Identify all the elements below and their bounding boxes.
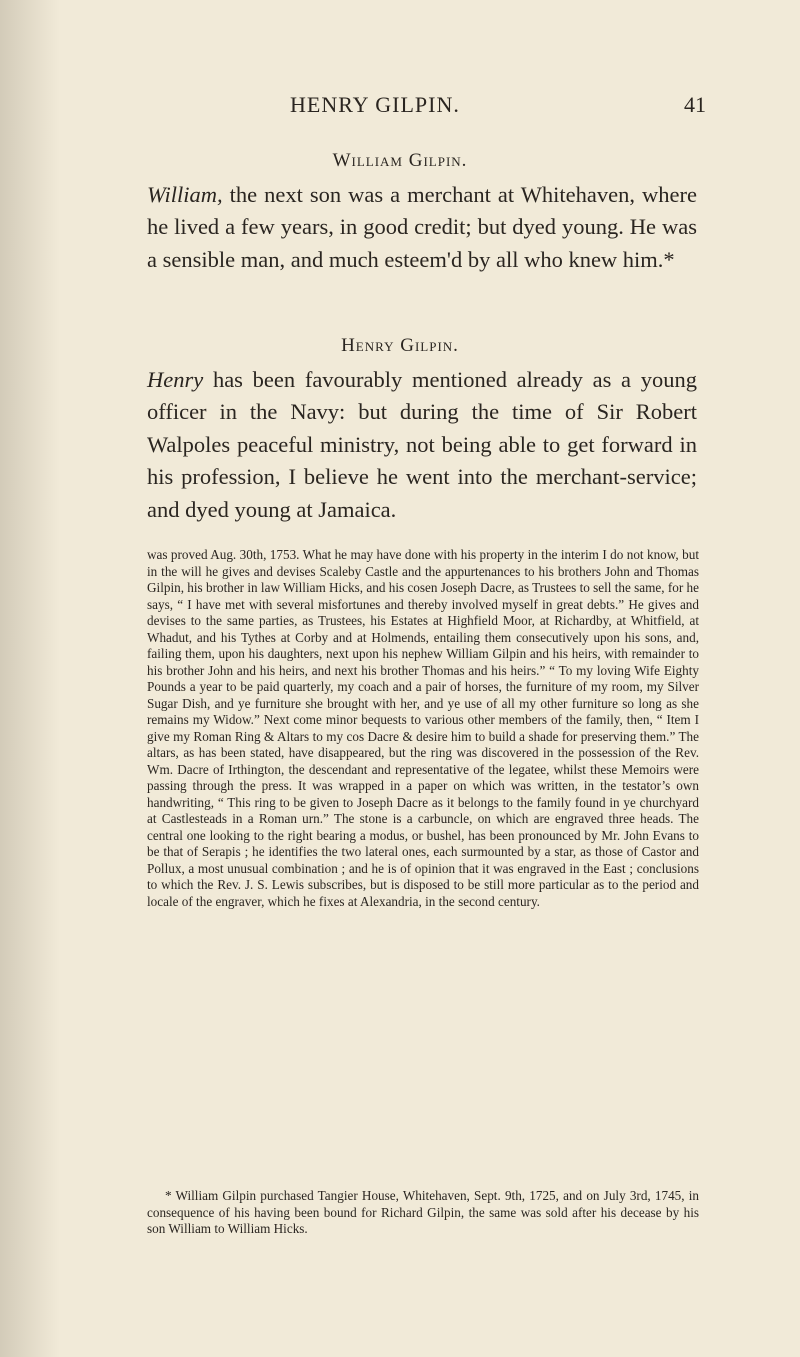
section-heading-william: William Gilpin. — [332, 150, 468, 171]
footnote-continuation: was proved Aug. 30th, 1753. What he may have done with his property in the interim I do not know, but in the will he gives and devises Scaleby Castle and the appurtenances to his brothers John and Thomas Gilpin, his brother in law William Hicks, and his cosen Joseph Dacre, as Trustees to sell the same, for he says, “ I have met with several misfortunes and thereby involved myself in great debts.” He gives and devises to the same parties, as Trustees, his Estates at Highfield Moor, at Richardby, at Whitfield, at Whadut, and his Tythes at Corby and at Holmends, entailing them consecutively upon his sons, and, failing them, upon his daughters, next upon his nephew William Gilpin and his heirs, with remainder to his brother John and his heirs, and next his brother Thomas and his heirs.” “ To my loving Wife Eighty Pounds a year to be paid quarterly, my coach and a pair of horses, the furniture of my room, my Silver Sugar Dish, and ye furniture she brought with her, and ye use of all my other furniture so long as she remains my Widow.” Next come minor bequests to various other members of the family, then, “ Item I give my Roman Ring & Altars to my cos Dacre & desire him to build a shade for preserving them.” The altars, as has been stated, have disappeared, but the ring was discovered in the possession of the Rev. Wm. Dacre of Irthington, the descendant and representative of the legatee, whilst these Memoirs were passing through the press. It was wrapped in a paper on which was written, in the testator’s own handwriting, “ This ring to be given to Joseph Dacre as it belongs to the family found in ye churchyard at Castlesteads in a Roman urn.” The stone is a carbuncle, on which are engraved three heads. The central one looking to the right bearing a modus, or bushel, has been pronounced by Mr. John Evans to be that of Serapis ; he identifies the two lateral ones, each surmounted by a star, as those of Castor and Pollux, a most unusual combination ; and he is of opinion that it was engraved in the East ; conclusions to which the Rev. J. S. Lewis subscribes, but is disposed to be still more particular as to the period and locale of the engraver, which he fixes at Alexandria, in the second century. — [147, 547, 699, 909]
footnote-star: * William Gilpin purchased Tangier House, Whitehaven, Sept. 9th, 1725, and on July 3rd, 1745, in consequence of his having been bound for Richard Gilpin, the same was sold after his decease by his son William to William Hicks. — [147, 1188, 699, 1236]
running-title: HENRY GILPIN. — [290, 92, 460, 117]
page-number: 41 — [684, 92, 706, 117]
page-edge-shadow — [0, 0, 60, 1357]
section-heading-henry: Henry Gilpin. — [341, 335, 459, 356]
paragraph-william — [147, 179, 697, 277]
paragraph-lead-name: William, — [147, 181, 223, 207]
running-head — [0, 92, 800, 122]
paragraph-text: has been favourably mentioned already as a young officer in the Navy: but during the time of Sir Robert Walpoles peaceful ministry, not being able to get forward in his profession, I believe he went into the merchant-service; and dyed young at Jamaica. — [147, 366, 697, 522]
paragraph-lead-name: Henry — [147, 366, 204, 392]
paragraph-henry — [147, 364, 697, 527]
paragraph-text: the next son was a merchant at Whitehaven, where he lived a few years, in good credit; but dyed young. He was a sensible man, and much esteem'd by all who knew him.* — [147, 181, 697, 272]
